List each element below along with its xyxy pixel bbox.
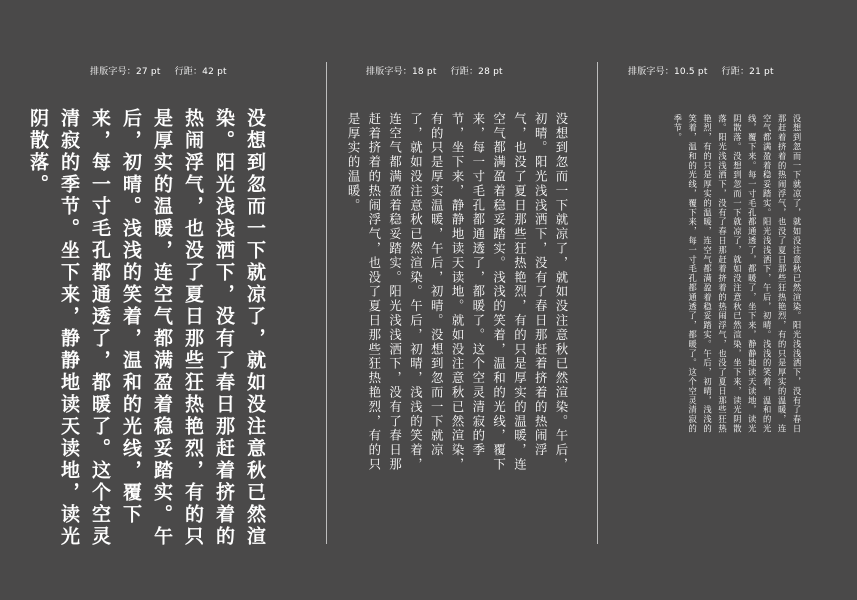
panel-1-vertical-text: 没想到忽而一下就凉了，就如没注意秋已然渲染。阳光浅浅洒下，没有了春日那赶着挤着的热闹浮气，也没了夏日那些狂热艳烈，有的只是厚实的温暖，连空气都满盈着稳妥踏实。午后，初晴。浅浅的笑着，温和的光线，覆下来，每一寸毛孔都通透了，都暖了。这个空灵清寂的季节。坐下来，静静地读天读地，读光阴散落。 — [27, 108, 266, 548]
panel-1-spec — [90, 64, 227, 77]
panel-3-spec — [628, 64, 774, 77]
panel-3-font-size: 排版字号：10.5 pt — [628, 67, 708, 77]
panel-2-line-spacing: 行距：28 pt — [450, 67, 503, 77]
panel-2-vertical-text: 没想到忽而一下就凉了，就如没注意秋已然渲染。午后，初晴。阳光浅浅洒下，没有了春日那赶着挤着的热闹浮气，也没了夏日那些狂热艳烈，有的只是厚实的温暖，连空气都满盈着稳妥踏实。浅浅的笑着，温和的光线，覆下来，每一寸毛孔都通透了，都暖了。这个空灵清寂的季节，坐下来，静静地读天读地。就如没注意秋已然渲染，有的只是厚实温暖，午后，初晴。没想到忽而一下就凉了，就如没注意秋已然渲染。午后，初晴，浅浅的笑着，连空气都满盈着稳妥踏实。阳光浅浅洒下，没有了春日那赶着挤着的热闹浮气，也没了夏日那些狂热艳烈，有的只是厚实的温暖。 — [346, 112, 569, 472]
column-divider-1 — [326, 62, 327, 544]
panel-1-line-spacing: 行距：42 pt — [174, 67, 227, 77]
column-divider-2 — [597, 62, 598, 544]
panel-3-vertical-text: 没想到忽而一下就凉了，就如没注意秋已然渲染。阳光浅浅洒下，没有了春日那赶着挤着的热闹浮气，也没了夏日那些狂热艳烈，有的只是厚实的温暖，连空气都满盈着稳妥踏实。阳光浅浅洒下，午后，初晴。浅浅的笑着，温和的光线，覆下来。每一寸毛孔都通透了，都暖了，坐下来，静静地读天读地，读光阴散落。没想到忽而一下就凉了，就如没注意秋已然渲染，坐下来，读光阴散落。阳光浅浅洒下，没有了春日那赶着挤着的热闹浮气，也没了夏日那些狂热艳烈，有的只是厚实的温暖，连空气都满盈着稳妥踏实。午后，初晴，浅浅的笑着，温和的光线，覆下来，每一寸毛孔都通透了，都暖了。这个空灵清寂的季节。 — [672, 114, 802, 434]
panel-1-font-size: 排版字号：27 pt — [90, 67, 161, 77]
panel-2-font-size: 排版字号：18 pt — [366, 67, 437, 77]
panel-2-spec — [366, 64, 503, 77]
panel-3-line-spacing: 行距：21 pt — [721, 67, 774, 77]
